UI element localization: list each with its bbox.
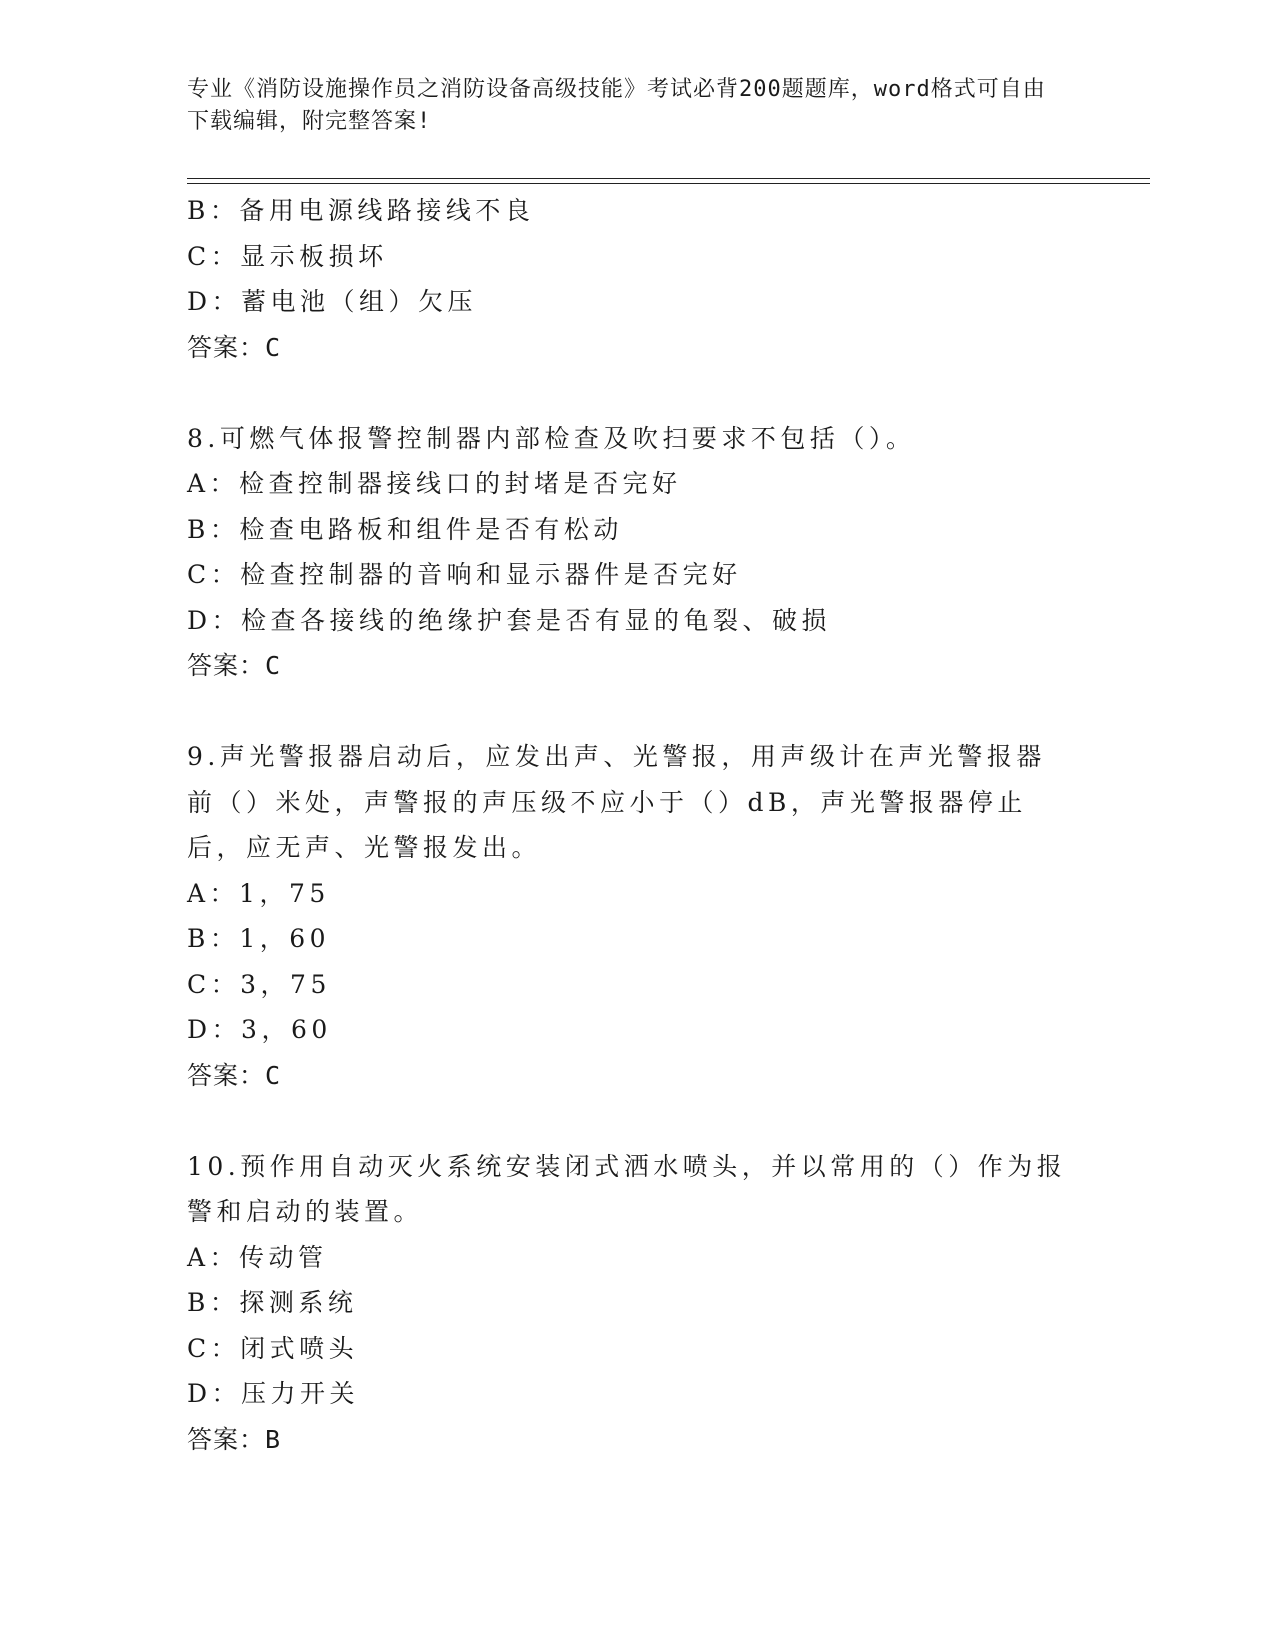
option-b: B：1，60	[187, 924, 331, 953]
question-10	[187, 1144, 1087, 1463]
option-b: B：检查电路板和组件是否有松动	[187, 514, 623, 544]
option-c: C：3，75	[187, 969, 331, 999]
question-8	[187, 416, 1087, 689]
question-stem: 8.可燃气体报警控制器内部检查及吹扫要求不包括（）。	[187, 423, 916, 453]
option-b: B：备用电源线路接线不良	[187, 196, 535, 225]
option-a: A：检查控制器接线口的封堵是否完好	[187, 469, 682, 498]
answer: 答案：C	[187, 332, 282, 362]
header-rule-bottom	[187, 183, 1150, 184]
option-a: A：1，75	[187, 878, 330, 908]
option-c: C：检查控制器的音响和显示器件是否完好	[187, 560, 742, 589]
spacer	[187, 689, 1087, 735]
option-d: D：检查各接线的绝缘护套是否有显的龟裂、破损	[187, 605, 832, 635]
header-note: 专业《消防设施操作员之消防设备高级技能》考试必背200题题库，word格式可自由下载编辑，附完整答案!	[187, 77, 1046, 134]
option-c: C：闭式喷头	[187, 1333, 359, 1363]
option-a: A：传动管	[187, 1242, 328, 1272]
spacer	[187, 1098, 1087, 1144]
question-9	[187, 734, 1087, 1098]
option-c: C：显示板损坏	[187, 241, 388, 271]
option-d: D：3，60	[187, 1015, 332, 1044]
option-b: B：探测系统	[187, 1288, 358, 1317]
spacer	[187, 370, 1087, 416]
question-stem: 9.声光警报器启动后，应发出声、光警报，用声级计在声光警报器前（）米处，声警报的声压级不应小于（）dB，声光警报器停止后，应无声、光警报发出。	[187, 742, 1046, 862]
question-stem: 10.预作用自动灭火系统安装闭式洒水喷头，并以常用的（）作为报警和启动的装置。	[187, 1151, 1067, 1226]
question-fragment	[187, 188, 1087, 370]
header-rule-top	[187, 178, 1150, 179]
option-d: D：压力开关	[187, 1379, 360, 1408]
question-list	[187, 188, 1087, 1462]
option-d: D：蓄电池（组）欠压	[187, 287, 478, 316]
answer: 答案：C	[187, 1060, 282, 1090]
answer: 答案：C	[187, 651, 282, 680]
answer: 答案：B	[187, 1424, 282, 1454]
